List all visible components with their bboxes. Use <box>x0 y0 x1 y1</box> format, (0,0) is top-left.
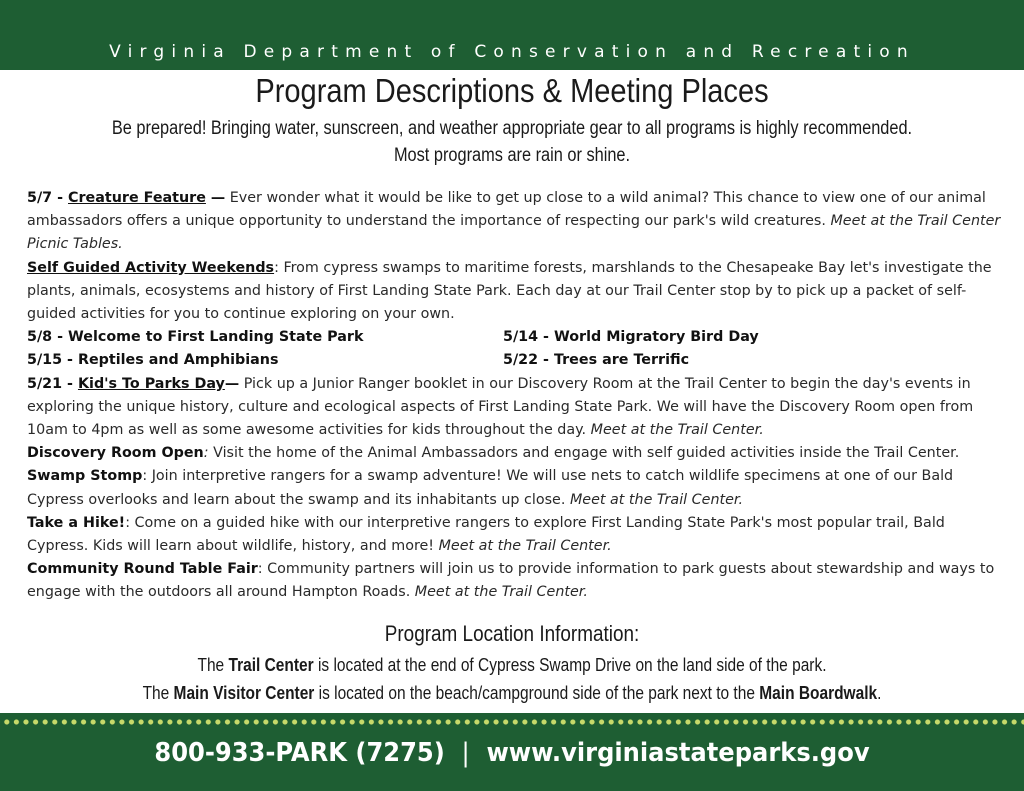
program-name: Community Round Table Fair <box>27 561 258 578</box>
program-description: Pick up a Junior Ranger booklet in our Discovery Room at the Trail Center to begin the day's events in exploring the unique history, culture and ecological aspects of First Landing State Park. We will have the Discovery Room open from 10am to 4pm as well as some awesome activities for kids throughout the day. <box>27 375 974 439</box>
meeting-place: Meet at the Trail Center. <box>438 538 612 555</box>
location-text: The <box>197 655 229 675</box>
program-description: : Come on a guided hike with our interpretive rangers to explore First Landing State Park's most popular trail, Bald Cypress. Kids will learn about wildlife, history, and more! <box>27 514 945 555</box>
program-list <box>27 187 1002 605</box>
location-visitor-center <box>72 683 953 704</box>
website-url: www.virginiastateparks.gov <box>486 738 870 768</box>
program-name: Swamp Stomp <box>27 468 143 485</box>
program-date: 5/7 - <box>27 190 69 206</box>
dot-border <box>0 713 1024 731</box>
prep-note: Be prepared! Bringing water, sunscreen, and weather appropriate gear to all programs is highly recommended. <box>111 118 913 139</box>
meeting-place: Meet at the Trail Center. <box>590 422 764 439</box>
program-take-a-hike <box>27 512 1002 558</box>
agency-name: Virginia Department of Conservation and Recreation <box>109 42 915 62</box>
program-name: Creature Feature <box>68 190 206 206</box>
page-title: Program Descriptions & Meeting Places <box>255 72 769 109</box>
location-text: The <box>142 683 174 703</box>
footer-separator: | <box>461 738 470 768</box>
program-name: Kid's To Parks Day <box>77 375 225 392</box>
footer-contact <box>36 738 988 768</box>
location-title: Program Location Information: <box>384 621 640 646</box>
program-kids-to-parks <box>27 373 1002 443</box>
program-date: 5/21 - <box>27 375 78 392</box>
meeting-place: Meet at the Trail Center. <box>414 584 588 601</box>
program-description: : Join interpretive rangers for a swamp adventure! We will use nets to catch wildlife specimens at one of our Bald Cypress overlooks and learn about the swamp and its inhabitants up close. <box>27 468 954 508</box>
program-description: Visit the home of the Animal Ambassadors and engage with self guided activities inside the Trail Center. <box>208 445 960 462</box>
program-dash: — <box>205 190 226 206</box>
program-description: Ever wonder what it would be like to get up close to a wild animal? This chance to view one of our animal ambassadors offers a unique opportunity to understand the importance of respecting our park's wild creatures. <box>27 190 986 230</box>
program-name: Discovery Room Open <box>27 445 204 462</box>
program-name: Self Guided Activity Weekends <box>27 259 275 276</box>
program-name: Take a Hike! <box>27 514 126 531</box>
weekend-date-item: 5/14 - World Migratory Bird Day <box>503 329 759 346</box>
meeting-place: Meet at the Trail Center Picnic Tables. <box>27 213 1001 253</box>
program-swamp-stomp <box>27 465 1002 511</box>
program-self-guided <box>27 257 1002 327</box>
location-place: Main Visitor Center <box>173 683 315 703</box>
program-creature-feature <box>27 187 1002 257</box>
program-description: : From cypress swamps to maritime forests, marshlands to the Chesapeake Bay let's investigate the plants, animals, ecosystems and history of First Landing State Park. Each day at our Trail Center stop by to pick up a packet of self-guided activities for you to continue exploring on your own. <box>27 259 992 323</box>
location-trail-center <box>72 655 953 676</box>
location-text: . <box>877 683 882 703</box>
phone-number: 800-933-PARK (7275) <box>154 738 445 768</box>
program-round-table-fair <box>27 558 1002 604</box>
program-description: : Community partners will join us to provide information to park guests about stewardship and ways to engage with the outdoors all around Hampton Roads. <box>27 561 995 601</box>
location-text: is located on the beach/campground side of the park next to the <box>314 683 760 703</box>
weekend-dates <box>27 326 1002 372</box>
meeting-place: Meet at the Trail Center. <box>569 491 744 508</box>
rain-note: Most programs are rain or shine. <box>393 145 631 166</box>
weekend-date-item: 5/15 - Reptiles and Amphibians <box>27 352 279 369</box>
program-dash: — <box>224 375 240 392</box>
location-text: is located at the end of Cypress Swamp Drive on the land side of the park. <box>313 655 827 675</box>
location-place: Main Boardwalk <box>759 683 878 703</box>
program-discovery-room <box>27 442 1002 465</box>
program-colon: : <box>203 445 209 462</box>
location-place: Trail Center <box>228 655 314 675</box>
weekend-date-item: 5/22 - Trees are Terrific <box>503 352 690 369</box>
weekend-date-item: 5/8 - Welcome to First Landing State Park <box>27 329 364 346</box>
